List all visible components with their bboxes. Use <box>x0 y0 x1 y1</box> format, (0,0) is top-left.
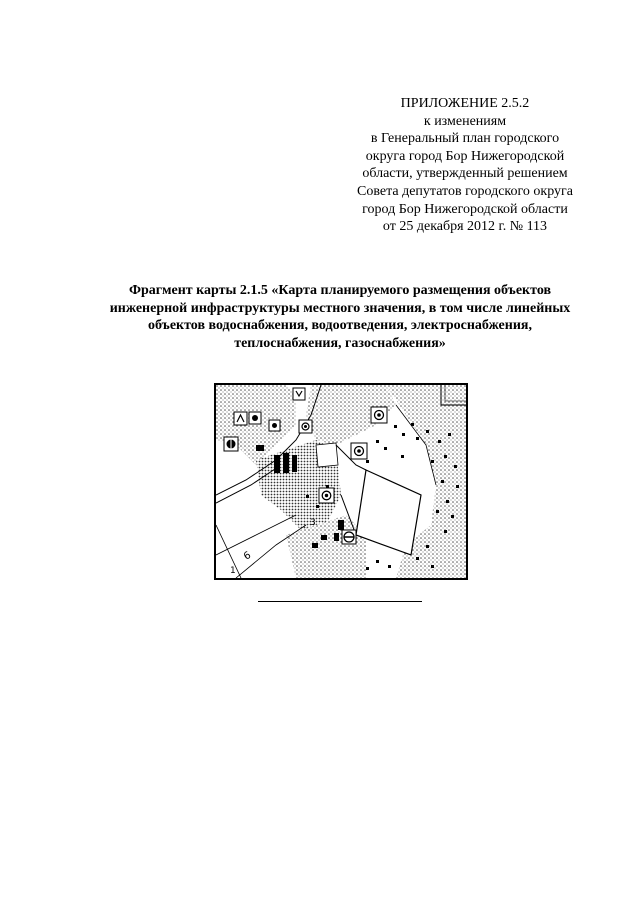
building <box>338 520 344 530</box>
appendix-line: округа город Бор Нижегородской <box>365 148 565 164</box>
building <box>256 445 264 451</box>
appendix-line: Совета депутатов городского округа <box>357 183 573 199</box>
building <box>283 453 289 473</box>
map-symbol <box>249 412 261 424</box>
appendix-line: области, утвержденный решением <box>362 166 568 182</box>
appendix-header <box>330 95 600 236</box>
fragment-title-line: Фрагмент карты 2.1.5 «Карта планируемого размещения объектов <box>128 283 552 298</box>
map-symbol <box>224 437 238 451</box>
map-symbol <box>319 488 334 503</box>
map-label: 6 <box>242 549 254 563</box>
map-symbol <box>234 412 247 425</box>
map-symbol <box>342 530 356 544</box>
appendix-number: ПРИЛОЖЕНИЕ 2.5.2 <box>400 96 530 111</box>
appendix-line: город Бор Нижегородской области <box>362 201 568 217</box>
fragment-title-line: инженерной инфраструктуры местного значения, в том числе линейных <box>109 300 571 316</box>
building <box>334 533 339 541</box>
building <box>292 455 297 472</box>
map-symbol <box>299 420 312 433</box>
map-fragment <box>214 383 468 580</box>
appendix-line: к изменениям <box>423 113 507 129</box>
map-symbol <box>293 388 305 400</box>
fragment-title-line: объектов водоснабжения, водоотведения, электроснабжения, <box>148 318 532 333</box>
fragment-title <box>70 282 610 352</box>
road <box>216 525 241 578</box>
map-symbol <box>351 443 367 459</box>
building <box>274 455 280 473</box>
map-symbol <box>371 407 387 423</box>
building <box>312 543 318 548</box>
white-plot <box>316 443 338 467</box>
map-symbol <box>269 420 280 431</box>
map-label: 3 <box>310 518 316 528</box>
map-label: 1 <box>230 566 236 576</box>
separator-line <box>258 601 422 602</box>
map-drawing <box>216 385 466 578</box>
road <box>216 515 296 555</box>
appendix-date: от 25 декабря 2012 г. № 113 <box>382 219 548 235</box>
appendix-line: в Генеральный план городского <box>370 131 560 147</box>
fragment-title-line: теплоснабжения, газоснабжения» <box>234 335 446 351</box>
building <box>321 535 327 540</box>
